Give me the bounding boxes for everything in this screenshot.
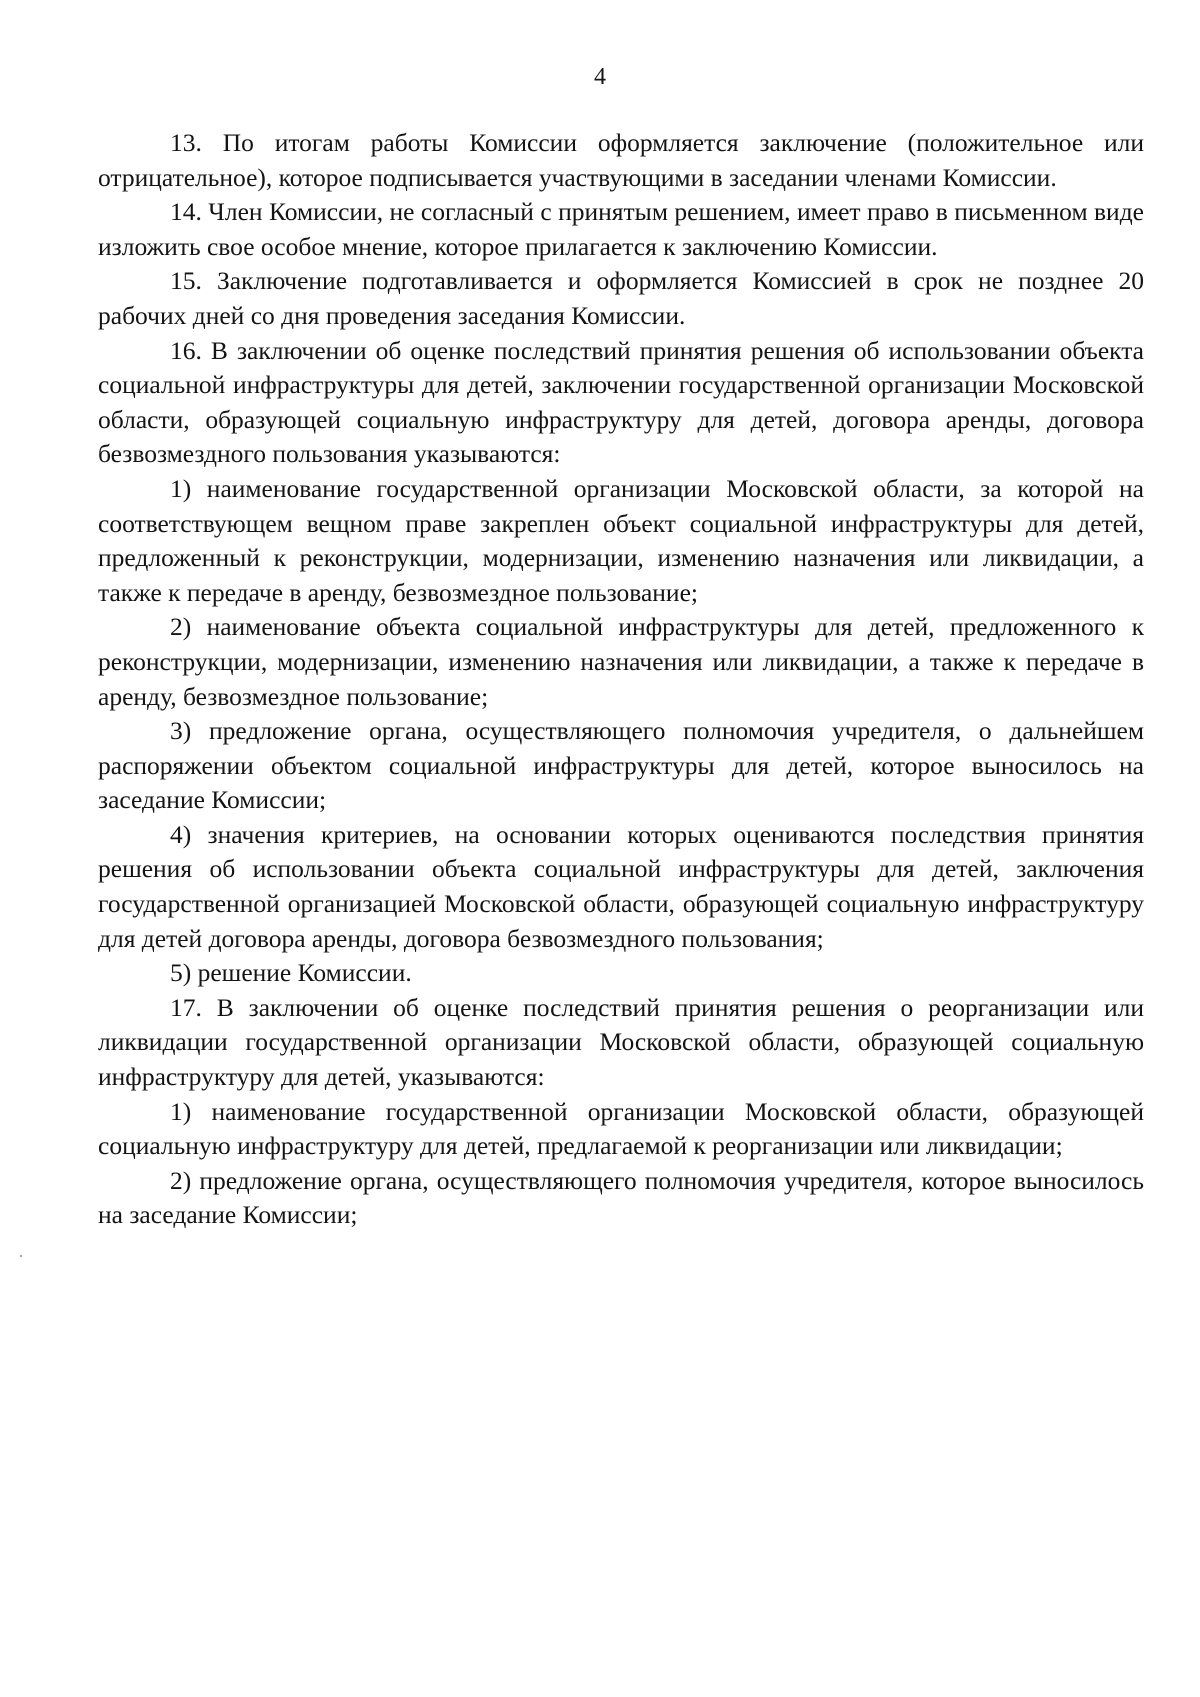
- document-body: [98, 126, 1144, 1233]
- scan-speck: [20, 1255, 22, 1257]
- paragraph-item-16-subitem-5: 5) решение Комиссии.: [170, 958, 412, 988]
- paragraph-item-17: 17. В заключении об оценке последствий принятия решения о реорганизации или ликвидации государственной организации Московской области, образующей социальную инфраструктуру для детей, указываются:: [98, 992, 1144, 1092]
- paragraph-item-13: 13. По итогам работы Комиссии оформляется заключение (положительное или отрицательное), которое подписывается участвующими в заседании членами Комиссии.: [98, 128, 1144, 192]
- paragraph-item-15: 15. Заключение подготавливается и оформляется Комиссией в срок не позднее 20 рабочих дней со дня проведения заседания Комиссии.: [98, 266, 1144, 330]
- paragraph-item-17-subitem-2: 2) предложение органа, осуществляющего полномочия учредителя, которое выносилось на заседание Комиссии;: [98, 1165, 1144, 1230]
- paragraph-item-16-subitem-2: 2) наименование объекта социальной инфраструктуры для детей, предложенного к реконструкции, модернизации, изменению назначения или ликвидации, а также к передаче в аренду, безвозмездное пользование;: [98, 612, 1144, 711]
- page-number: 4: [594, 64, 606, 90]
- paragraph-item-16-subitem-1: 1) наименование государственной организации Московской области, за которой на соответствующем вещном праве закреплен объект социальной инфраструктуры для детей, предложенный к реконструкции, модернизации, изменению назначения или ликвидации, а также к передаче в аренду, безвозмездное пользование;: [98, 473, 1144, 607]
- paragraph-item-16-subitem-4: 4) значения критериев, на основании которых оцениваются последствия принятия решения об использовании объекта социальной инфраструктуры для детей, заключения государственной организацией Московской области, образующей социальную инфраструктуру для детей договора аренды, договора безвозмездного пользования;: [98, 819, 1144, 953]
- paragraph-item-16-subitem-3: 3) предложение органа, осуществляющего полномочия учредителя, о дальнейшем распоряжении объектом социальной инфраструктуры для детей, которое выносилось на заседание Комиссии;: [98, 716, 1144, 815]
- paragraph-item-17-subitem-1: 1) наименование государственной организации Московской области, образующей социальную инфраструктуру для детей, предлагаемой к реорганизации или ликвидации;: [98, 1096, 1144, 1161]
- paragraph-item-14: 14. Член Комиссии, не согласный с принятым решением, имеет право в письменном виде изложить свое особое мнение, которое прилагается к заключению Комиссии.: [98, 197, 1144, 261]
- paragraph-item-16: 16. В заключении об оценке последствий принятия решения об использовании объекта социальной инфраструктуры для детей, заключении государственной организации Московской области, образующей социальную инфраструктуру для детей, договора аренды, договора безвозмездного пользования указываются:: [98, 335, 1144, 469]
